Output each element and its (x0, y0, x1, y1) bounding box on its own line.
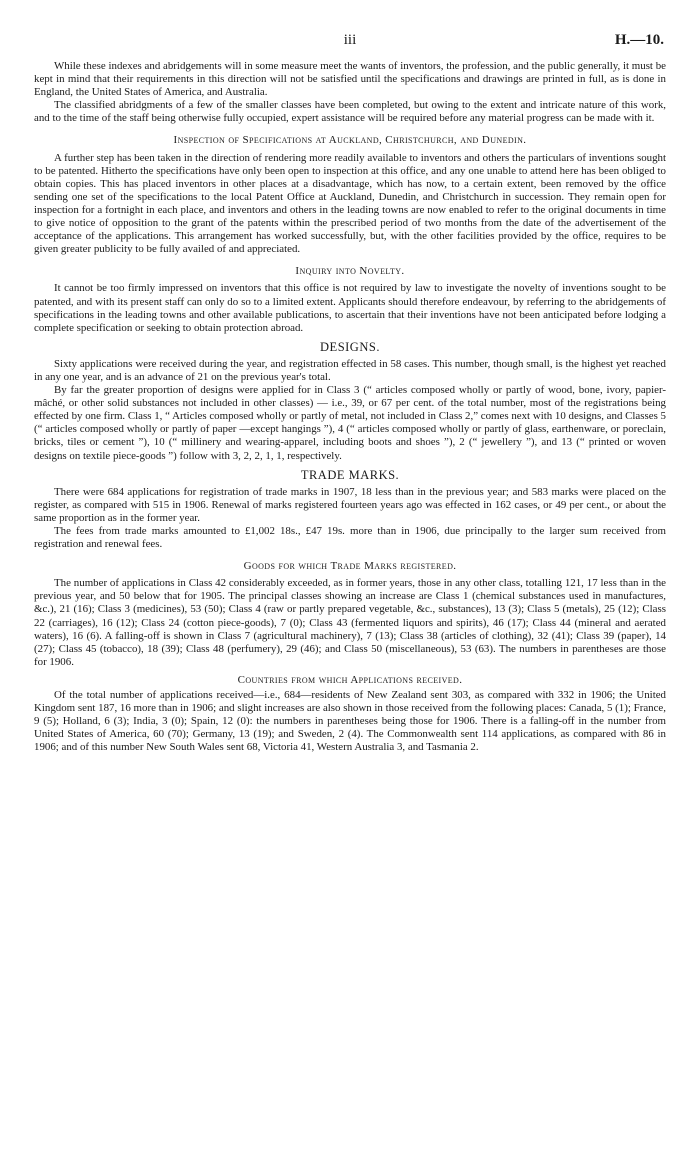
trade-marks-paragraph-1: There were 684 applications for registration of trade marks in 1907, 18 less than in the previous year; and 583 marks were placed on the register, as compared with 515 in 1906. Renewal of marks registered fourteen years ago was effected in 162 cases, or 49 per cent., or about the same proportion as in the former year. (34, 485, 666, 524)
goods-paragraph: The number of applications in Class 42 considerably exceeded, as in former years, those in any other class, totalling 121, 17 less than in the previous year, and 50 below that for 1905. The principal classes showing an increase are Class 1 (chemical substances used in manufactures, &c.), 21 (16); Class 3 (medicines), 53 (50); Class 4 (raw or partly prepared vegetable, &c., substances), 13 (3); Class 5 (metals), 25 (12); Class 22 (carriages), 16 (12); Class 24 (cotton piece-goods), 7 (0); Class 43 (fermented liquors and spirits), 46 (17); Class 44 (mineral and aerated waters), 16 (6). A falling-off is shown in Class 7 (agricultural machinery), 7 (13); Class 38 (articles of clothing), 32 (41); Class 39 (paper), 14 (27); Class 45 (tobacco), 18 (39); Class 48 (perfumery), 29 (46); and Class 50 (miscellaneous), 53 (63). The numbers in parentheses are those for 1906. (34, 577, 666, 668)
page-number: iii (343, 32, 357, 48)
intro-paragraph-1: While these indexes and abridgements will in some measure meet the wants of inventors, the profession, and the public generally, it must be kept in mind that their requirements in this direction will not be satisfied until the specifications and drawings are printed in full, as is done in England, the United States of America, and Australia. (34, 60, 666, 99)
novelty-heading: Inquiry into Novelty. (295, 265, 405, 278)
countries-heading: Countries from which Applications received. (237, 673, 463, 686)
trade-marks-paragraph-2: The fees from trade marks amounted to £1,002 18s., £47 19s. more than in 1906, due principally to the larger sum received from registration and renewal fees. (34, 525, 666, 551)
countries-paragraph: Of the total number of applications received—i.e., 684—residents of New Zealand sent 303, as compared with 332 in 1906; the United Kingdom sent 187, 16 more than in 1906; and slight increases are also shown in those received from the following places: Canada, 5 (1); France, 9 (5); Holland, 6 (3); India, 3 (0); Spain, 12 (0): the numbers in parentheses being those for 1906. There is a falling-off in the number from United States of America, 60 (70); Germany, 13 (19); and Sweden, 2 (4). The Commonwealth sent 114 applications, as compared with 86 in 1906; and of this number New South Wales sent 68, Victoria 41, Western Australia 3, and Tasmania 2. (34, 689, 666, 754)
designs-paragraph-1: Sixty applications were received during the year, and registration effected in 58 cases. This number, though small, is the highest yet reached in any one year, and is an advance of 21 on the previous year's total. (34, 357, 666, 383)
novelty-paragraph: It cannot be too firmly impressed on inventors that this office is not required by law to investigate the novelty of inventions sought to be patented, and with its present staff can only do so to a limited extent. Applicants should therefore endeavour, by referring to the abridgements of specifications in the leading towns and other available publications, to ascertain that their inventions have not been anticipated before lodging a complete specification or seeking to obtain protection abroad. (34, 282, 666, 334)
designs-heading: DESIGNS. (320, 339, 380, 354)
designs-paragraph-2: By far the greater proportion of designs were applied for in Class 3 (“ articles composed wholly or partly of wood, bone, ivory, papier-mâché, or other solid substances not included in other classes) — i.e., 39, or 67 per cent. of the total number, most of the registrations being effected by one firm. Class 1, “ Articles composed wholly or partly of metal, not included in Class 2,” comes next with 10 designs, and Classes 5 (“ articles composed wholly or partly of paper —except hangings ”), 4 (“ articles composed wholly or partly of glass, earthenware, or poreclain, bricks, tiles or cement ”), 10 (“ millinery and wearing-apparel, including boots and shoes ”), 2 (“ jewellery ”), and 13 (“ printed or woven designs on textile piece-goods ”) follow with 3, 2, 2, 1, 1, respectively. (34, 384, 666, 462)
inspection-paragraph: A further step has been taken in the direction of rendering more readily available to inventors and others the particulars of inventions sought to be patented. Hitherto the specifications have only been open to inspection at this office, and any one unable to attend here has been obliged to obtain copies. This has placed inventors in other places at a disadvantage, which has now, to a certain extent, been removed by the office sending one set of the specifications to the local Patent Office at Auckland, Dunedin, and Christchurch in succession. They remain open for inspection for a fortnight in each place, and inventors and others in the leading towns are now enabled to refer to the original documents in time to give notice of opposition to the grant of the patents within the prescribed period of two months from the date of the advertisement of the acceptance of the applications. This arrangement has worked successfully, but, with the other facilities provided by the office, requires to be given greater publicity to be fully availed of and appreciated. (34, 151, 666, 256)
goods-heading: Goods for which Trade Marks registered. (243, 560, 457, 573)
trade-marks-heading: TRADE MARKS. (300, 467, 400, 482)
inspection-heading: Inspection of Specifications at Auckland, Christchurch, and Dunedin. (173, 134, 527, 147)
page-reference: H.—10. (614, 32, 664, 48)
intro-paragraph-2: The classified abridgments of a few of the smaller classes have been completed, but owing to the extent and intricate nature of this work, and to the time of the staff being otherwise fully occupied, expert assistance will be required before any material progress can be made with it. (34, 99, 666, 125)
